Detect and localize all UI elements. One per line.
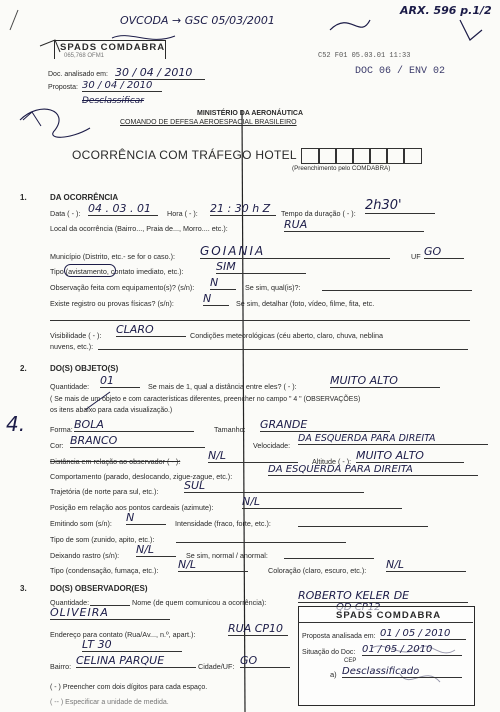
print-line: C52 F01 05.03.01 11:33 xyxy=(318,52,411,60)
nome-value: ROBERTO KELER DE xyxy=(298,589,468,603)
local-label: Local da ocorrência (Bairro..., Praia de..., Morro.... etc.): xyxy=(50,224,228,233)
velocidade-label: Velocidade: xyxy=(253,441,291,450)
hora-value: 21 : 30 h Z xyxy=(210,202,276,216)
bairro-value: CELINA PARQUE xyxy=(76,654,196,668)
stamp-top-number: 065,768 OFM1 xyxy=(64,53,105,59)
stamp-a-value: Desclassificado xyxy=(342,666,462,678)
data-value: 04 . 03 . 01 xyxy=(88,202,158,216)
objeto-note-1: ( Se mais de um objeto e com características diferentes, preencher no campo " 4 " (OBSERVAÇÕES) xyxy=(50,396,361,403)
condensacao-value: N/L xyxy=(178,558,248,572)
rastro-sim-line xyxy=(284,558,374,559)
tamanho-label: Tamanho: xyxy=(214,425,246,434)
ministry-line-1: MINISTÉRIO DA AERONÁUTICA xyxy=(197,110,304,117)
local-value: RUA xyxy=(284,218,424,232)
nome-label: Nome (de quem comunicou a ocorrência): xyxy=(132,598,267,607)
stamp-a-label: a) xyxy=(330,670,337,679)
altitude-label: Altitude ( - ): xyxy=(312,457,352,466)
visibilidade-value: CLARO xyxy=(116,323,186,337)
stamp-bottom-divider xyxy=(298,622,473,623)
analisado-value: 30 / 04 / 2010 xyxy=(115,66,205,80)
forma-label: Forma: xyxy=(50,425,73,434)
comportamento-value: DA ESQUERDA PARA DIREITA xyxy=(268,464,478,476)
tipo-som-label: Tipo de som (zunido, apito, etc.): xyxy=(50,535,155,544)
stamp-proposta-label: Proposta analisada em: xyxy=(302,633,376,640)
form-title: OCORRÊNCIA COM TRÁFEGO HOTEL xyxy=(72,148,297,162)
intensidade-line xyxy=(298,526,428,527)
observacao-qual-label: Se sim, qual(is)?: xyxy=(245,283,301,292)
observador-quantidade-label: Quantidade: xyxy=(50,598,90,607)
posicao-label: Posição em relação aos pontos cardeais (azimute): xyxy=(50,503,214,512)
proposta-value: 30 / 04 / 2010 xyxy=(82,80,162,92)
stamp-bottom-title: SPADS COMDABRA xyxy=(336,610,442,621)
som-value: N xyxy=(126,511,166,525)
stamp-situacao-value: 01 / 05 / 2010 xyxy=(362,644,462,656)
nome-cont: OLIVEIRA xyxy=(50,606,170,620)
cidade-value: GO xyxy=(240,654,290,668)
observacao-qual-line xyxy=(322,290,472,291)
cor-label: Cor: xyxy=(50,441,64,450)
rastro-value: N/L xyxy=(136,543,176,557)
uf-label: UF xyxy=(411,252,421,261)
section-3-title: DO(S) OBSERVADOR(ES) xyxy=(50,584,148,593)
stamp-top-title: SPADS COMDABRA xyxy=(60,42,166,53)
stamp-bottom xyxy=(298,606,475,706)
forma-value: BOLA xyxy=(74,418,194,432)
condicoes-label: Condições meteorológicas (céu aberto, claro, chuva, neblina xyxy=(190,331,383,340)
registro-label: Existe registro ou provas físicas? (s/n): xyxy=(50,299,174,308)
quantidade-label: Quantidade: xyxy=(50,382,90,391)
bairro-label: Bairro: xyxy=(50,662,72,671)
doc-reference: DOC 06 / ENV 02 xyxy=(355,66,446,77)
registro-detail: Se sim, detalhar (foto, vídeo, filme, fita, etc. xyxy=(236,299,375,308)
stamp-proposta-value: 01 / 05 / 2010 xyxy=(380,628,466,640)
condicoes-line xyxy=(98,349,468,350)
ministry-line-2: COMANDO DE DEFESA AEROESPACIAL BRASILEIRO xyxy=(120,119,297,126)
preenchimento-note: (Preenchimento pelo COMDABRA) xyxy=(292,165,391,172)
registro-line xyxy=(50,320,470,321)
distancia-label: Se mais de 1, qual a distância entre eles? ( - ): xyxy=(148,382,297,391)
observacao-label: Observação feita com equipamento(s)? (s/n): xyxy=(50,283,195,292)
tipo-circle-mark xyxy=(64,264,116,277)
section-2-number: 2. xyxy=(20,364,27,373)
rastro-label: Deixando rastro (s/n): xyxy=(50,551,120,560)
tamanho-value: GRANDE xyxy=(260,418,390,432)
coloracao-label: Coloração (claro, escuro, etc.): xyxy=(268,566,367,575)
municipio-label: Município (Distrito, etc.- se for o caso.): xyxy=(50,252,176,261)
trajetoria-value: SUL xyxy=(184,479,364,493)
stamp-situacao-label: Situação do Doc: xyxy=(302,649,356,656)
intensidade-label: Intensidade (fraco, forte, etc.): xyxy=(175,519,271,528)
trajetoria-label: Trajetória (de norte para sul, etc.): xyxy=(50,487,159,496)
municipio-value: GOIANIA xyxy=(200,244,390,259)
altitude-value: MUITO ALTO xyxy=(356,449,464,463)
margin-mark: 4. xyxy=(6,412,26,436)
section-3-number: 3. xyxy=(20,584,27,593)
section-1-number: 1. xyxy=(20,193,27,202)
footnote-1: ( - ) Preencher com dois dígitos para cada espaço. xyxy=(50,684,208,691)
hora-label: Hora ( - ): xyxy=(167,209,198,218)
rastro-sim-label: Se sim, normal / anormal: xyxy=(186,551,268,560)
endereco-cont: LT 30 xyxy=(82,638,182,652)
posicao-value: N/L xyxy=(242,495,402,509)
data-label: Data ( - ): xyxy=(50,209,81,218)
section-1-title: DA OCORRÊNCIA xyxy=(50,193,119,202)
observacao-value: N xyxy=(210,276,236,290)
stamp-cep-label: CEP xyxy=(344,658,357,664)
velocidade-value: DA ESQUERDA PARA DIREITA xyxy=(298,433,488,445)
desclassificar-mark: Desclassificar xyxy=(82,96,144,106)
handwritten-header: OVCODA → GSC 05/03/2001 xyxy=(120,14,275,27)
quantidade-value: 01 xyxy=(100,374,140,388)
distancia-obs-label: Distância em relação ao observador ( - ): xyxy=(50,457,181,466)
endereco-label: Endereço para contato (Rua/Av..., n.º, apart.): xyxy=(50,630,196,639)
condensacao-label: Tipo (condensação, fumaça, etc.): xyxy=(50,566,159,575)
distancia-value: MUITO ALTO xyxy=(330,374,440,388)
visibilidade-label: Visibilidade ( - ): xyxy=(50,331,102,340)
duracao-value: 2h30' xyxy=(365,198,435,214)
objeto-note-2: os itens abaixo para cada visualização.) xyxy=(50,407,173,414)
tipo-label: Tipo (avistamento, contato imediato, etc.): xyxy=(50,267,184,276)
section-2-title: DO(S) OBJETO(S) xyxy=(50,364,119,373)
endereco-value: RUA CP10 xyxy=(228,622,288,636)
proposta-label: Proposta: xyxy=(48,84,78,91)
registro-value: N xyxy=(203,292,229,306)
distancia-obs-value: N/L xyxy=(208,449,298,463)
control-box-7 xyxy=(403,148,422,164)
analisado-label: Doc. analisado em: xyxy=(48,71,108,78)
coloracao-value: N/L xyxy=(386,558,466,572)
cidade-label: Cidade/UF: xyxy=(198,662,235,671)
tipo-value: SIM xyxy=(216,260,306,274)
condicoes-cont: nuvens, etc.): xyxy=(50,342,94,351)
uf-value: GO xyxy=(424,245,464,259)
footnote-2: ( -- ) Especificar a unidade de medida. xyxy=(50,699,169,706)
cor-value: BRANCO xyxy=(70,434,205,448)
tipo-som-line xyxy=(176,542,346,543)
archive-reference: ARX. 596 p.1/2 xyxy=(400,4,492,17)
som-label: Emitindo som (s/n): xyxy=(50,519,112,528)
duracao-label: Tempo da duração ( - ): xyxy=(281,209,356,218)
comportamento-label: Comportamento (parado, deslocando, zigue-zague, etc.): xyxy=(50,472,233,481)
